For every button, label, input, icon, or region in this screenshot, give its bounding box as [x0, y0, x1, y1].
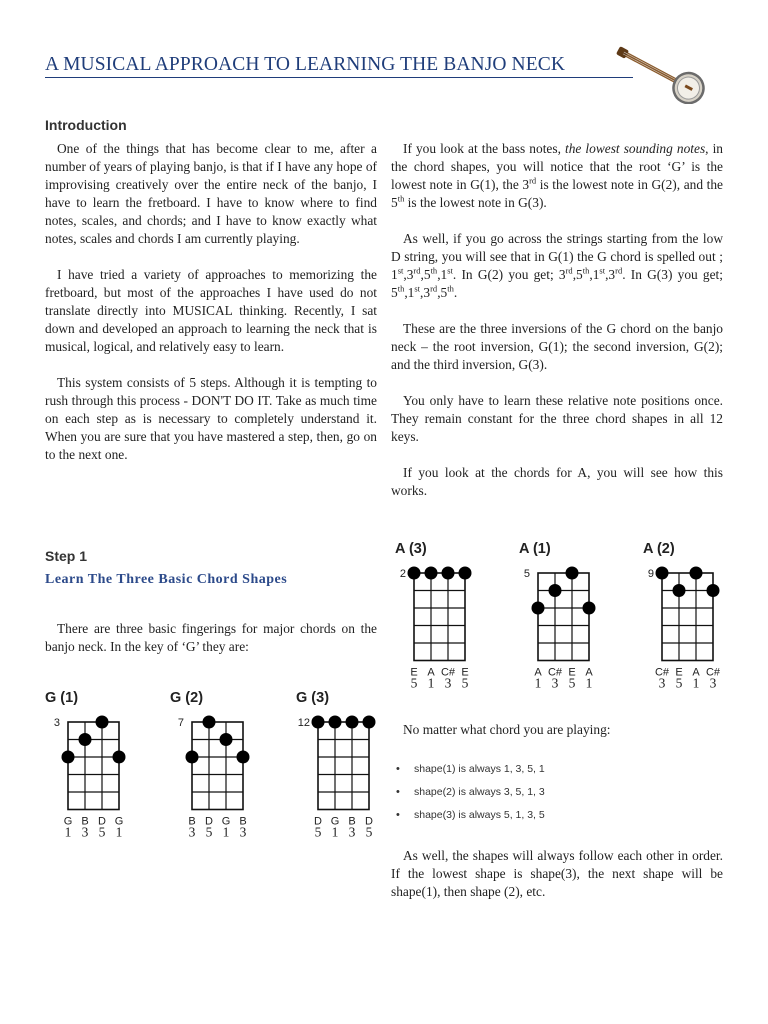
- chord-diagram-g-1: [48, 712, 139, 850]
- shape-rule-1: • shape(1) is always 1, 3, 5, 1: [392, 758, 545, 781]
- finger-dot: [220, 733, 233, 746]
- finger-dot: [62, 751, 75, 764]
- degree-label: 3: [658, 675, 666, 691]
- chord-diagram-g-2: [172, 712, 263, 850]
- shape-rules-list: [392, 758, 545, 827]
- fretboard-frame: [662, 573, 713, 661]
- finger-dot: [707, 584, 720, 597]
- note-label: C#: [705, 666, 721, 679]
- degree-label: 5: [568, 675, 576, 691]
- no-matter-text: No matter what chord you are playing:: [403, 722, 611, 737]
- degree-label: 1: [331, 824, 339, 840]
- finger-dot: [656, 567, 669, 580]
- relative-positions-paragraph: You only have to learn these relative note positions once. They remain constant for the three chord shapes in all 12 keys.: [391, 393, 723, 444]
- fret-number: 12: [297, 717, 310, 729]
- chord-title-g-3: G (3): [296, 690, 330, 706]
- finger-dot: [549, 584, 562, 597]
- note-label: D: [98, 815, 106, 828]
- finger-dot: [203, 716, 216, 729]
- degree-label: 3: [551, 675, 559, 691]
- finger-dot: [673, 584, 686, 597]
- degree-label: 5: [314, 824, 322, 840]
- finger-dot: [186, 751, 199, 764]
- chord-title-a-1: A (1): [519, 541, 551, 557]
- banjo-icon: [612, 44, 712, 104]
- intro-left-column: [45, 140, 377, 464]
- string-spelling-paragraph: As well, if you go across the strings starting from the low D string, you will see that in G(1) the G chord is spelled out ; 1st,3rd,5th,1st. In G(2) you get; 3rd,5th,1st,3rd. In G(3) you get; 5th,1st,3rd,5th.: [391, 231, 723, 300]
- note-label: A: [692, 666, 700, 679]
- degree-label: 5: [675, 675, 683, 691]
- intro-paragraph-1: One of the things that has become clear to me, after a number of years of playing banjo, is that if I have any hope of improvising creatively over the entire neck of the banjo, I have to learn the fretboard. I have to know where to find notes, scales, and chords; and I have to know exactly what notes, scales and chords I am currently playing.: [45, 141, 377, 246]
- note-label: E: [461, 666, 469, 679]
- note-label: G: [221, 815, 231, 828]
- note-label: A: [585, 666, 593, 679]
- chord-title-g-1: G (1): [45, 690, 79, 706]
- note-label: A: [427, 666, 435, 679]
- note-label: B: [348, 815, 356, 828]
- degree-label: 5: [410, 675, 418, 691]
- finger-dot: [237, 751, 250, 764]
- note-label: G: [330, 815, 340, 828]
- chord-title-g-2: G (2): [170, 690, 204, 706]
- shape-order-paragraph: As well, the shapes will always follow each other in order. If the lowest shape is shape(3), the next shape will be shape(1), then shape (2), etc.: [391, 848, 723, 899]
- note-label: B: [188, 815, 196, 828]
- finger-dot: [346, 716, 359, 729]
- chord-diagram-a-1: [518, 563, 609, 701]
- chord-diagram-a-2: [642, 563, 733, 701]
- introduction-heading: Introduction: [45, 117, 127, 133]
- note-label: E: [410, 666, 418, 679]
- finger-dot: [442, 567, 455, 580]
- note-label: B: [81, 815, 89, 828]
- degree-label: 1: [585, 675, 593, 691]
- degree-label: 1: [427, 675, 435, 691]
- intro-paragraph-2: I have tried a variety of approaches to memorizing the fretboard, but most of the approaches I have used do not translate directly into MUSICAL thinking. Recently, I sat down and developed an approach to learning the neck that is musical, logical, and relatively easy to learn.: [45, 267, 377, 354]
- degree-label: 3: [239, 824, 247, 840]
- note-label: B: [239, 815, 247, 828]
- degree-label: 1: [115, 824, 123, 840]
- note-label: E: [568, 666, 576, 679]
- degree-label: 1: [64, 824, 72, 840]
- shape-rule-2: • shape(2) is always 3, 5, 1, 3: [392, 781, 545, 804]
- degree-label: 3: [188, 824, 196, 840]
- degree-label: 5: [365, 824, 373, 840]
- finger-dot: [408, 567, 421, 580]
- note-label: G: [114, 815, 124, 828]
- degree-label: 1: [534, 675, 542, 691]
- finger-dot: [312, 716, 325, 729]
- finger-dot: [425, 567, 438, 580]
- inversions-paragraph: These are the three inversions of the G chord on the banjo neck – the root inversion, G(1); the second inversion, G(2); and the third inversion, G(3).: [391, 321, 723, 372]
- chord-title-a-2: A (2): [643, 541, 675, 557]
- finger-dot: [363, 716, 376, 729]
- note-label: D: [314, 815, 322, 828]
- note-label: A: [534, 666, 542, 679]
- finger-dot: [113, 751, 126, 764]
- intro-paragraph-3: This system consists of 5 steps. Although it is tempting to rush through this process - DON'T DO IT. Take as much time on each step as is necessary to completely understand it. When you are sure that you have mastered a step, then, go on to the next one.: [45, 375, 377, 462]
- finger-dot: [690, 567, 703, 580]
- note-label: D: [365, 815, 373, 828]
- fret-number: 5: [523, 568, 530, 580]
- finger-dot: [459, 567, 472, 580]
- degree-label: 3: [348, 824, 356, 840]
- fret-number: 7: [177, 717, 184, 729]
- fret-number: 9: [647, 568, 654, 580]
- intro-right-column: [391, 140, 723, 500]
- fretboard-frame: [68, 722, 119, 810]
- bass-notes-paragraph: If you look at the bass notes, the lowest sounding notes, in the chord shapes, you will notice that the root ‘G’ is the lowest note in G(1), the 3rd is the lowest note in G(2), and the 5th is the lowest note in G(3).: [391, 141, 723, 210]
- chord-title-a-3: A (3): [395, 541, 427, 557]
- title-underline: [45, 77, 633, 78]
- degree-label: 5: [98, 824, 106, 840]
- page-title: A MUSICAL APPROACH TO LEARNING THE BANJO NECK: [45, 54, 566, 75]
- note-label: C#: [654, 666, 670, 679]
- fretboard-frame: [538, 573, 589, 661]
- finger-dot: [96, 716, 109, 729]
- step-1-subheading: Learn The Three Basic Chord Shapes: [45, 572, 288, 587]
- degree-label: 3: [81, 824, 89, 840]
- shape-rule-3: • shape(3) is always 5, 1, 3, 5: [392, 804, 545, 827]
- fret-number: 3: [53, 717, 60, 729]
- chord-diagram-g-3: [298, 712, 389, 850]
- degree-label: 1: [222, 824, 230, 840]
- degree-label: 5: [461, 675, 469, 691]
- fret-number: 2: [399, 568, 406, 580]
- finger-dot: [583, 602, 596, 615]
- note-label: D: [205, 815, 213, 828]
- finger-dot: [329, 716, 342, 729]
- note-label: G: [63, 815, 73, 828]
- finger-dot: [532, 602, 545, 615]
- note-label: E: [675, 666, 683, 679]
- finger-dot: [79, 733, 92, 746]
- note-label: C#: [440, 666, 456, 679]
- note-label: C#: [547, 666, 563, 679]
- fretboard-frame: [318, 722, 369, 810]
- finger-dot: [566, 567, 579, 580]
- chord-diagram-a-3: [394, 563, 485, 701]
- degree-label: 1: [692, 675, 700, 691]
- degree-label: 5: [205, 824, 213, 840]
- step-1-heading: Step 1: [45, 548, 88, 564]
- degree-label: 3: [444, 675, 452, 691]
- fretboard-frame: [414, 573, 465, 661]
- chords-for-a-paragraph: If you look at the chords for A, you will see how this works.: [391, 465, 723, 498]
- fretboard-frame: [192, 722, 243, 810]
- bass-notes-emphasis: the lowest sounding notes: [565, 141, 706, 156]
- basic-fingerings-paragraph: There are three basic fingerings for major chords on the banjo neck. In the key of ‘G’ they are:: [45, 621, 377, 654]
- degree-label: 3: [709, 675, 717, 691]
